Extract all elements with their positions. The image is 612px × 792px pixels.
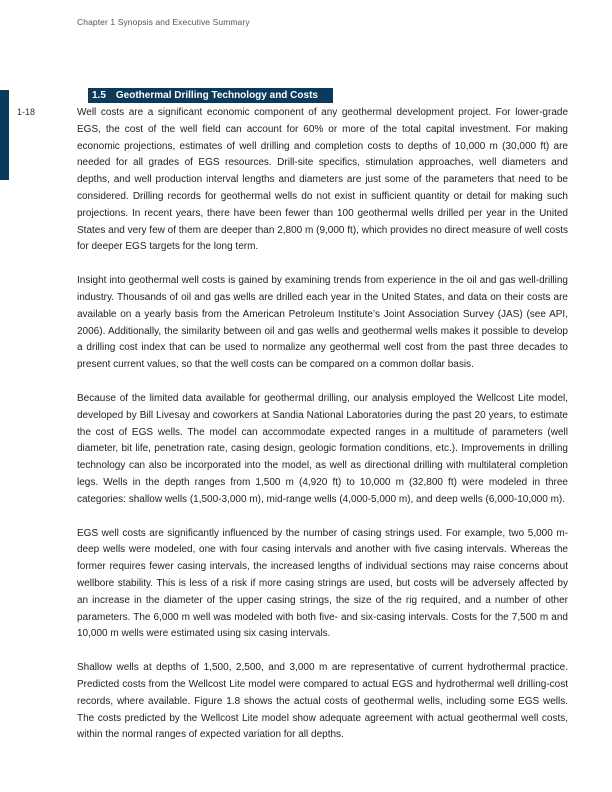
running-head: Chapter 1 Synopsis and Executive Summary [77, 17, 250, 27]
paragraph: Well costs are a significant economic component of any geothermal development project. For lower-grade EGS, the cost of the well field can account for 60% or more of the total capital investment. For making economic projections, estimates of well drilling and completion costs to depths of 10,000 m (30,000 ft) are needed for all grades of EGS resources. Drill-site specifics, stimulation approaches, well diameters and depths, and well production interval lengths and diameters are just some of the parameters that need to be considered. Drilling records for geothermal wells do not exist in sufficient quantity or detail for making such projections. In recent years, there have been fewer than 100 geothermal wells drilled per year in the United States and very few of them are deeper than 2,800 m (9,000 ft), which provides no direct measure of well costs for deeper EGS targets for the long term. [77, 107, 568, 253]
section-heading [88, 88, 333, 103]
section-number: 1.5 [92, 90, 106, 101]
page-number: 1-18 [17, 107, 36, 117]
paragraph: Insight into geothermal well costs is gained by examining trends from experience in the oil and gas well-drilling industry. Thousands of oil and gas wells are drilled each year in the United States, and data on their costs are available on a yearly basis from the American Petroleum Institute’s Joint Association Survey (JAS) (see API, 2006). Additionally, the similarity between oil and gas wells and geothermal wells makes it possible to develop a drilling cost index that can be used to normalize any geothermal well cost from the past three decades to present current values, so that the well costs can be compared on a common dollar basis. [77, 275, 568, 371]
paragraph: Shallow wells at depths of 1,500, 2,500, and 3,000 m are representative of current hydrothermal practice. Predicted costs from the Wellcost Lite model were compared to actual EGS and hydrothermal well drilling-cost records, where available. Figure 1.8 shows the actual costs of geothermal wells, including some EGS wells. The costs predicted by the Wellcost Lite model show adequate agreement with actual geothermal well costs, within the normal ranges of expected variation for all depths. [77, 662, 568, 741]
paragraph: EGS well costs are significantly influenced by the number of casing strings used. For example, two 5,000 m-deep wells were modeled, one with four casing intervals and another with five casing intervals. Whereas the former requires fewer casing intervals, the increased lengths of individual sections may raise concerns about wellbore stability. This is less of a risk if more casing strings are used, but costs will be adversely affected by an increase in the diameter of the upper casing strings, the size of the rig required, and a number of other parameters. The 6,000 m well was modeled with both five- and six-casing intervals. Costs for the 7,500 m and 10,000 m wells were estimated using six casing intervals. [77, 527, 568, 640]
body-text [77, 105, 568, 761]
section-title: Geothermal Drilling Technology and Costs [115, 90, 318, 101]
paragraph: Because of the limited data available for geothermal drilling, our analysis employed the Wellcost Lite model, developed by Bill Livesay and coworkers at Sandia National Laboratories during the past 20 years, to estimate the cost of EGS wells. The model can accommodate expected ranges in a multitude of parameters (well diameter, bit life, penetration rate, casing design, geologic formation conditions, etc.). Improvements in drilling technology can also be incorporated into the model, as well as directional drilling with multilateral completion legs. Wells in the depth ranges from 1,500 m (4,920 ft) to 10,000 m (32,800 ft) were modeled in three categories: shallow wells (1,500-3,000 m), mid-range wells (4,000-5,000 m), and deep wells (6,000-10,000 m). [77, 392, 568, 505]
chapter-tab-bar [0, 90, 9, 180]
